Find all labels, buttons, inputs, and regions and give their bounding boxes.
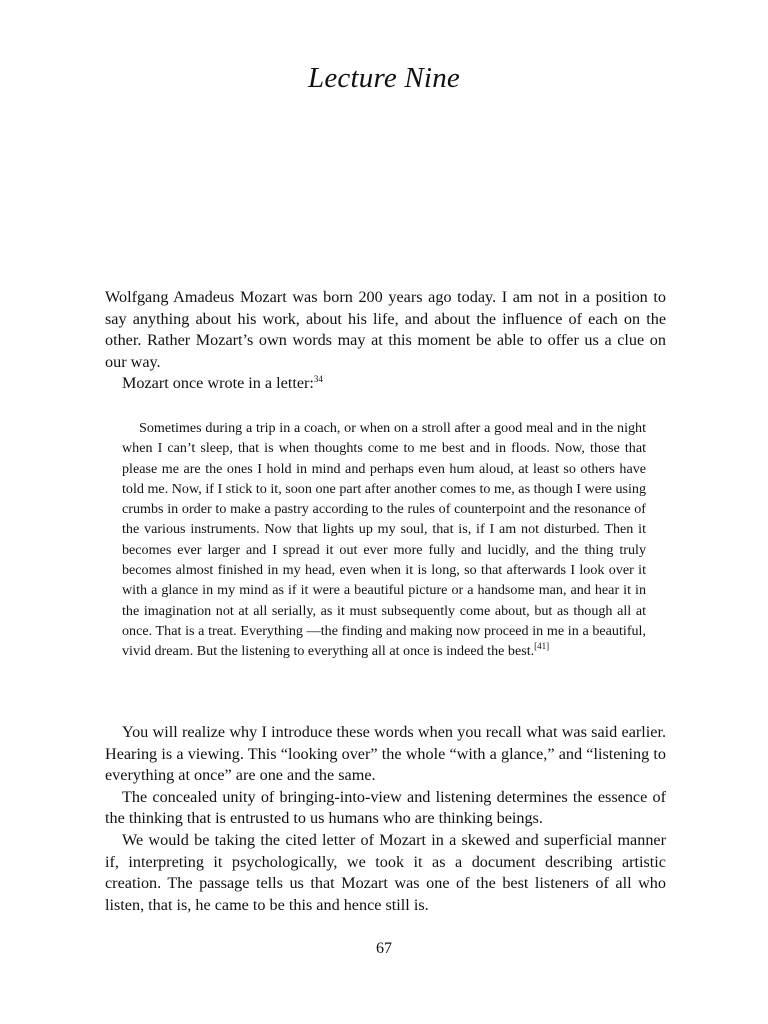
page-number: 67: [376, 940, 392, 957]
intro-paragraph-2-text: Mozart once wrote in a letter:: [122, 374, 314, 393]
footnote-marker-34: 34: [313, 374, 323, 385]
reference-marker-41: [41]: [534, 641, 550, 652]
lecture-heading: Lecture Nine: [308, 62, 460, 94]
continuation-paragraph-3: We would be taking the cited letter of Mozart in a skewed and superficial manner if, interpreting it psychologically, we took it as a document describing artistic creation. The passage tells us that Mozart was one of the best listeners of all who listen, that is, he came to be this and hence still is.: [105, 830, 666, 914]
quotation-text: Sometimes during a trip in a coach, or when on a stroll after a good meal and in the night when I can’t sleep, that is when thoughts come to me best and in floods. Now, those that please me are the ones I hold in mind and perhaps even hum aloud, at least so others have told me. Now, if I stick to it, soon one part after another comes to me, as though I were using crumbs in order to make a pastry according to the rules of counterpoint and the resonance of the various instruments. Now that lights up my soul, that is, if I am not disturbed. Then it becomes ever larger and I spread it out ever more fully and lucidly, and the thing truly becomes almost finished in my head, even when it is long, so that afterwards I look over it with a glance in my mind as if it were a beautiful picture or a handsome man, and hear it in the imagination not at all serially, as it must subsequently come about, but as though all at once. That is a treat. Everything —the finding and making now proceed in me in a beautiful, vivid dream. But the listening to everything all at once is indeed the best.: [122, 420, 646, 660]
continuation-paragraph-1: You will realize why I introduce these words when you recall what was said earlier. Hearing is a viewing. This “looking over” the whole “with a glance,” and “listening to everything at once” are one and the same.: [105, 723, 666, 785]
intro-paragraph-2: [105, 373, 666, 395]
quotation-paragraph: [122, 418, 646, 662]
block-quotation: [122, 418, 646, 662]
intro-section: [105, 287, 666, 395]
intro-paragraph-1: Wolfgang Amadeus Mozart was born 200 years ago today. I am not in a position to say anything about his work, about his life, and about the influence of each on the other. Rather Mozart’s own words may at this moment be able to offer us a clue on our way.: [105, 288, 666, 371]
continuation-paragraph-2: The concealed unity of bringing-into-view and listening determines the essence of the thinking that is entrusted to us humans who are thinking beings.: [105, 787, 666, 828]
continuation-section: [105, 722, 666, 916]
